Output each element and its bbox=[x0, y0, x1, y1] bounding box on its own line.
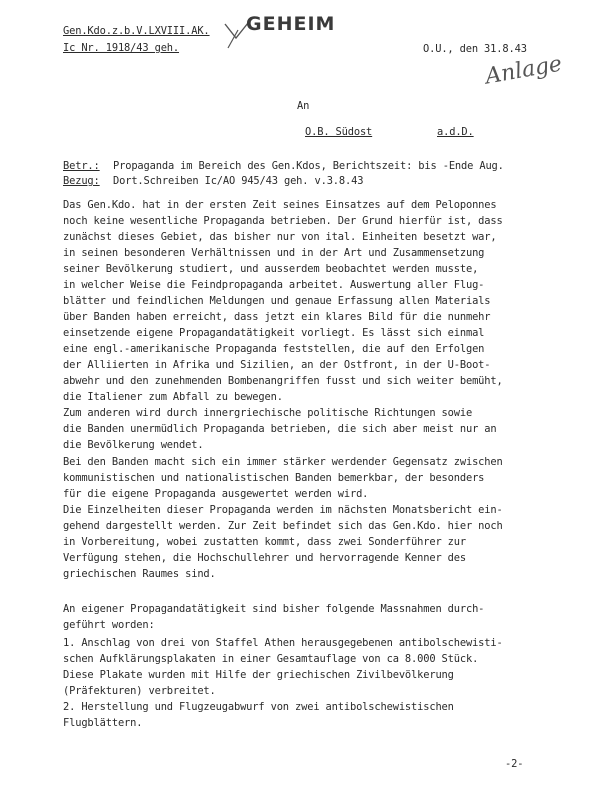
body-line: abwehr und den zunehmenden Bombenangriffen fusst und sich weiter bemüht, bbox=[63, 375, 503, 387]
body-line: Diese Plakate wurden mit Hilfe der griechischen Zivilbevölkerung bbox=[63, 669, 454, 681]
body-line: gehend dargestellt werden. Zur Zeit befindet sich das Gen.Kdo. hier noch bbox=[63, 520, 503, 532]
reference-number: Ic Nr. 1918/43 geh. bbox=[63, 42, 180, 54]
body-line: für die eigene Propaganda ausgewertet werden wird. bbox=[63, 488, 369, 500]
body-line: Flugblättern. bbox=[63, 717, 143, 729]
body-line: die Banden unermüdlich Propaganda betrieben, die sich aber meist nur an bbox=[63, 423, 497, 435]
secret-stamp: GEHEIM bbox=[246, 13, 336, 35]
recipient: O.B. Südost bbox=[305, 126, 373, 138]
body-line: einsetzende eigene Propagandatätigkeit vorliegt. Es lässt sich einmal bbox=[63, 327, 485, 339]
body-line: Zum anderen wird durch innergriechische politische Richtungen sowie bbox=[63, 407, 473, 419]
body-line: Das Gen.Kdo. hat in der ersten Zeit seines Einsatzes auf dem Peloponnes bbox=[63, 199, 497, 211]
reference-label: Bezug: bbox=[63, 175, 100, 187]
body-line: griechischen Raumes sind. bbox=[63, 568, 216, 580]
body-line: 2. Herstellung und Flugzeugabwurf von zwei antibolschewistischen bbox=[63, 701, 454, 713]
body-line: in seinen besonderen Verhältnissen und in der Art und Zusammensetzung bbox=[63, 247, 485, 259]
subject-text: Propaganda im Bereich des Gen.Kdos, Berichtszeit: bis -Ende Aug. bbox=[113, 160, 504, 172]
body-line: über Banden haben erreicht, dass jetzt ein klares Bild für die nunmehr bbox=[63, 311, 491, 323]
body-line: Die Einzelheiten dieser Propaganda werden im nächsten Monatsbericht ein- bbox=[63, 504, 503, 516]
office-heading: Gen.Kdo.z.b.V.LXVIII.AK. bbox=[63, 25, 210, 37]
handwritten-annotation: Anlage bbox=[483, 51, 564, 90]
body-line: Verfügung stehen, die Hochschullehrer und hervorragende Kenner des bbox=[63, 552, 466, 564]
body-line: die Bevölkerung wendet. bbox=[63, 439, 204, 451]
body-line: die Italiener zum Abfall zu bewegen. bbox=[63, 391, 283, 403]
place-and-date: O.U., den 31.8.43 bbox=[423, 43, 527, 55]
body-line: zunächst dieses Gebiet, das bisher nur von ital. Einheiten besetzt war, bbox=[63, 231, 497, 243]
body-line: der Alliierten in Afrika und Sizilien, an der Ostfront, in der U-Boot- bbox=[63, 359, 491, 371]
body-line: seiner Bevölkerung studiert, und ausserdem beobachtet werden musste, bbox=[63, 263, 479, 275]
body-line: noch keine wesentliche Propaganda betrieben. Der Grund hierfür ist, dass bbox=[63, 215, 503, 227]
body-line: 1. Anschlag von drei von Staffel Athen herausgegebenen antibolschewisti- bbox=[63, 637, 503, 649]
body-line: in welcher Weise die Feindpropaganda arbeitet. Auswertung aller Flug- bbox=[63, 279, 485, 291]
body-line: eine engl.-amerikanische Propaganda feststellen, die auf den Erfolgen bbox=[63, 343, 485, 355]
recipient-suffix: a.d.D. bbox=[437, 126, 474, 138]
body-line: kommunistischen und nationalistischen Banden bemerkbar, der besonders bbox=[63, 472, 485, 484]
body-line: geführt worden: bbox=[63, 619, 155, 631]
reference-text: Dort.Schreiben Ic/AO 945/43 geh. v.3.8.43 bbox=[113, 175, 364, 187]
page-marker: -2- bbox=[505, 758, 524, 770]
body-line: in Vorbereitung, wobei zustatten kommt, dass zwei Sonderführer zur bbox=[63, 536, 466, 548]
body-line: schen Aufklärungsplakaten in einer Gesamtauflage von ca 8.000 Stück. bbox=[63, 653, 479, 665]
body-line: blätter und feindlichen Meldungen und genaue Erfassung allen Materials bbox=[63, 295, 491, 307]
body-line: (Präfekturen) verbreitet. bbox=[63, 685, 216, 697]
body-line: Bei den Banden macht sich ein immer stärker werdender Gegensatz zwischen bbox=[63, 456, 503, 468]
address-label: An bbox=[297, 100, 310, 112]
subject-label: Betr.: bbox=[63, 160, 100, 172]
body-line: An eigener Propagandatätigkeit sind bisher folgende Massnahmen durch- bbox=[63, 603, 485, 615]
